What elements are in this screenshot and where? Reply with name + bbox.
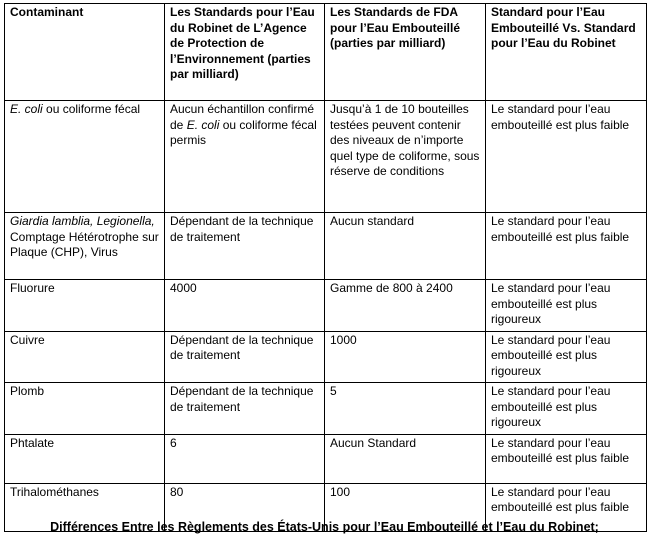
cell-contaminant: Fluorure <box>5 280 165 332</box>
cell-comparison: Le standard pour l’eau embouteillé est plus rigoureux <box>486 331 647 383</box>
cell-bottled: 5 <box>325 383 486 435</box>
cell-bottled: 100 <box>325 483 486 531</box>
table-row <box>5 101 647 213</box>
header-bottled-standard: Les Standards de FDA pour l’Eau Embouteillé (parties par milliard) <box>325 4 486 101</box>
cell-comparison: Le standard pour l’eau embouteillé est plus rigoureux <box>486 280 647 332</box>
standards-table <box>4 3 647 532</box>
cell-bottled: Jusqu’à 1 de 10 bouteilles testées peuvent contenir des niveaux de n’importe quel type de coliforme, sous réserve de conditions <box>325 101 486 213</box>
cell-contaminant: Plomb <box>5 383 165 435</box>
cell-tap: Dépendant de la technique de traitement <box>165 331 325 383</box>
cell-tap: Aucun échantillon confirmé de E. coli ou coliforme fécal permis <box>165 101 325 213</box>
header-comparison: Standard pour l’Eau Embouteillé Vs. Standard pour l’Eau du Robinet <box>486 4 647 101</box>
cell-tap: 4000 <box>165 280 325 332</box>
cell-contaminant: Phtalate <box>5 434 165 483</box>
table-row <box>5 331 647 383</box>
cell-bottled: Aucun standard <box>325 213 486 280</box>
cell-comparison: Le standard pour l’eau embouteillé est plus faible <box>486 483 647 531</box>
header-contaminant: Contaminant <box>5 4 165 101</box>
table-caption: Différences Entre les Règlements des États-Unis pour l’Eau Embouteillé et l’Eau du Robinet; <box>50 520 599 534</box>
table-row <box>5 434 647 483</box>
cell-comparison: Le standard pour l’eau embouteillé est plus faible <box>486 101 647 213</box>
italic-species: Giardia lamblia, Legionella, <box>10 214 155 228</box>
cell-comparison: Le standard pour l’eau embouteillé est plus faible <box>486 213 647 280</box>
cell-contaminant: Trihalométhanes <box>5 483 165 531</box>
cell-bottled: Gamme de 800 à 2400 <box>325 280 486 332</box>
cell-tap: 80 <box>165 483 325 531</box>
cell-bottled: 1000 <box>325 331 486 383</box>
cell-tap: Dépendant de la technique de traitement <box>165 383 325 435</box>
header-tap-standard: Les Standards pour l’Eau du Robinet de L’Agence de Protection de l’Environnement (parties par milliard) <box>165 4 325 101</box>
cell-bottled: Aucun Standard <box>325 434 486 483</box>
cell-contaminant: Giardia lamblia, Legionella, Comptage Hétérotrophe sur Plaque (CHP), Virus <box>5 213 165 280</box>
table-row <box>5 280 647 332</box>
cell-contaminant: Cuivre <box>5 331 165 383</box>
italic-species: E. coli <box>10 102 43 116</box>
table-row <box>5 213 647 280</box>
cell-comparison: Le standard pour l’eau embouteillé est plus rigoureux <box>486 383 647 435</box>
table-row <box>5 383 647 435</box>
cell-comparison: Le standard pour l’eau embouteillé est plus faible <box>486 434 647 483</box>
cell-tap: 6 <box>165 434 325 483</box>
cell-contaminant: E. coli ou coliforme fécal <box>5 101 165 213</box>
cell-tap: Dépendant de la technique de traitement <box>165 213 325 280</box>
header-row <box>5 4 647 101</box>
